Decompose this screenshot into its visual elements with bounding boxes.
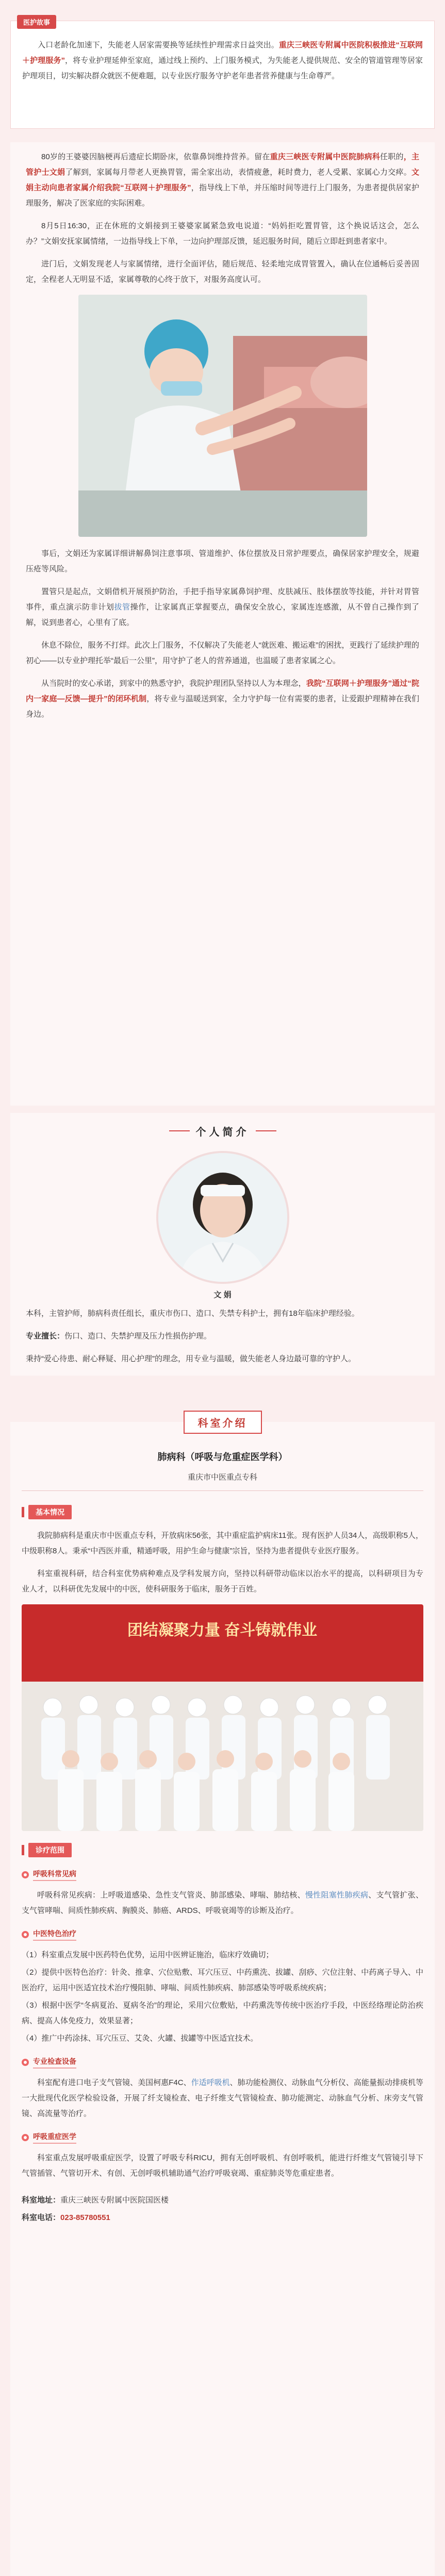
profile-title: 个人简介: [195, 1126, 250, 1138]
story-paragraph-4: 事后，文娟还为家属详细讲解鼻饲注意事项、管道维护、体位摆放及日常护理要点，确保居家护理安全，规避压疮等风险。: [26, 549, 419, 573]
intro-tag: 医护故事: [17, 15, 56, 29]
profile-specialty: 专业擅长：伤口、造口、失禁护理及压力性损伤护理。: [26, 1332, 212, 1341]
list-item: （2）提供中医特色治疗：针灸、推拿、穴位贴敷、耳穴压豆、中药熏洗、拔罐、刮痧、穴位注射、中药离子导入、中医治疗，运用中医适宜技术治疗慢阻肺、哮喘、间质性肺疾病、肺部感染等呼吸系统疾病；: [22, 1968, 423, 1992]
dept-phone[interactable]: 科室电话：023-85780551: [22, 2213, 110, 2222]
divider-right: [256, 1130, 276, 1131]
list-item: （4）推广中药涂抹、耳穴压豆、艾灸、火罐、拔罐等中医适宜技术。: [22, 2034, 258, 2043]
story-paragraph-7: 从当院时的安心承诺，到家中的熟悉守护，我院护理团队坚持以人为本理念，我院“互联网＋护理服务”通过“院内一家庭—反馈—提升”的闭环机制，将专业与温暖送到家，全力守护每一位有需要的患者，让爱跟护理精神在我们身边。: [26, 679, 419, 719]
story-paragraph-2: 8月5日16:30，正在休班的文娟接到王婆婆家属紧急致电说道：“妈妈拒吃置胃管，这个换说话这会，怎么办？”文娟安抚家属情绪，一边指导线上下单，一边向护理部反馈，延迟服务时间，随后立即赶到患者家中。: [26, 222, 419, 246]
profile-motto: 秉持“爱心待患、耐心释疑、用心护理”的理念，用专业与温暖，做失能老人身边最可靠的守护人。: [26, 1354, 356, 1363]
banner-text: 团结凝聚力量 奋斗铸就伟业: [127, 1622, 318, 1639]
dept-section-title: 科室介绍: [184, 1411, 262, 1434]
equipment-paragraph: 科室配有进口电子支气管镜、美国柯惠F4C、作适呼吸机、肺功能检测仪、动脉血气分析仪、高能量振动排痰机等一大批现代化医学检验设备，开展了纤支镜检查、电子纤维支气管镜检查、肺功能测定、动脉血气分析、床旁支气管镜、高流量等治疗。: [22, 2078, 423, 2118]
intro-paragraph: 入口老龄化加速下，失能老人居家需要换等延续性护理需求日益突出。重庆三峡医专附属中医院积极推进“互联网＋护理服务”，将专业护理延伸至家庭，通过线上预约、上门服务模式，为失能老人提供规范、安全的管道管理等居家护理项目，切实解决群众就医不便难题，以专业医疗服务守护老年患者营养健康与生命尊严。: [22, 41, 423, 80]
tag-bar: [22, 1507, 24, 1517]
icu-paragraph: 科室重点发展呼吸重症医学，设置了呼吸专科RICU，拥有无创呼吸机、有创呼吸机，能进行纤维支气管镜引导下气管插管、气管切开术、有创、无创呼吸机辅助通气治疗呼吸衰竭、重症肺炎等危重症患者。: [22, 2154, 423, 2178]
team-photo: [22, 1604, 423, 1831]
dept-section-title-row: [22, 1408, 423, 1436]
basic-info-paragraph-1: 我院肺病科是重庆市中医重点专科，开放病床56张，其中重症监护病床11张。现有医护人员34人，高级职称5人，中级职称8人。秉承“中西医并重，精通呼吸，用护生命与健康”宗旨，坚持为患者提供专业医疗服务。: [22, 1531, 423, 1555]
dept-level: 重庆市中医重点专科: [22, 1471, 423, 1491]
story-paragraph-3: 进门后，文娟发现老人与家属情绪，进行全面评估，随后规范、轻柔地完成胃管置入，确认在位通畅后妥善固定，全程老人无明显不适，家属尊敬的心终于放下，对服务高度认可。: [26, 260, 419, 284]
subsection-tcm: [22, 1927, 423, 1942]
bullet-icon: [22, 2059, 29, 2066]
profile-name: 文 娟: [213, 1291, 232, 1299]
list-item: （3）根据中医学“冬病夏治、夏病冬治”的理论，采用穴位敷贴，中药熏洗等传统中医治疗手段，中医经络理论防治疾病、提高人体免疫力，效果显著；: [22, 2001, 423, 2025]
divider-left: [169, 1130, 190, 1131]
department-section: [10, 1417, 435, 2576]
nurse-portrait: [158, 1153, 287, 1282]
dept-name: 肺病科（呼吸与危重症医学科）: [157, 1452, 288, 1462]
story-paragraph-6: 休息不除位，服务不打烊。此次上门服务，不仅解决了失能老人“就医难、搬运难”的困扰，更践行了延续护理的初心——以专业护理托举“最后一公里”，用守护了老人的营养通道，也温暖了患者家属之心。: [26, 641, 419, 665]
basic-info-tag: 基本情况: [28, 1505, 72, 1519]
profile-title-row: [26, 1118, 419, 1144]
nurse-care-illustration: [78, 295, 367, 537]
dept-contact: [22, 2192, 423, 2227]
scope-paragraph: 呼吸科常见疾病：上呼吸道感染、急性支气管炎、肺部感染、哮喘、肺结核、慢性阻塞性肺疾病、支气管扩张、支气管哮喘、间质性肺疾病、胸膜炎、肺癌、ARDS、呼吸衰竭等的诊断及治疗。: [22, 1891, 423, 1915]
bullet-icon: [22, 1871, 29, 1878]
profile-avatar: [156, 1151, 289, 1284]
story-section: [10, 142, 435, 1106]
subsection-label: 中医特色治疗: [33, 1928, 76, 1941]
basic-info-header: [22, 1503, 423, 1521]
subsection-label: 呼吸科常见病: [33, 1869, 76, 1881]
bullet-icon: [22, 2134, 29, 2141]
nurse-care-photo: [78, 295, 367, 537]
subsection-label: 呼吸重症医学: [33, 2131, 76, 2144]
intro-card: [10, 21, 435, 129]
profile-section: [10, 1113, 435, 1376]
story-paragraph-5: 置管只是起点，文娟借机开展预护防治，手把手指导家属鼻饲护理、皮肤减压、肢体摆放等技能，并针对胃管事件，重点演示防非计划拔管操作，让家属真正掌握要点，确保安全放心，家属连连感激，从不曾自己操作到了解，说到患者心，心里有了底。: [26, 587, 419, 627]
subsection-equipment: [22, 2055, 423, 2070]
scope-header: [22, 1841, 423, 1859]
story-paragraph-1: 80岁的王婆婆因脑梗再后遗症长期卧床，依靠鼻饲维持营养。留在重庆三峡医专附属中医院肺病科任职的，主管护士文娟了解到，家属每月带老人更换胃管，需全家出动，表情疲惫，耗时费力，老人受累、家属心力交瘁。文娟主动向患者家属介绍我院“互联网＋护理服务”，指导线上下单，并压缩时间等进行上门服务，为患者提供居家护理服务，解决了医家庭的实际困难。: [26, 152, 419, 208]
scope-tag: 诊疗范围: [28, 1843, 72, 1857]
subsection-icu: [22, 2130, 423, 2145]
dept-address: 科室地址：重庆三峡医专附属中医院国医楼: [22, 2196, 169, 2205]
tcm-list: [22, 1947, 423, 2046]
list-item: （1）科室重点发展中医药特色优势，运用中医辨证施治，临床疗效确切；: [22, 1951, 274, 1959]
team-photo-illustration: [22, 1604, 423, 1831]
subsection-common-diseases: [22, 1867, 423, 1883]
profile-bio: 本科，主管护师，肺病科责任组长，重庆市伤口、造口、失禁专科护士，拥有18年临床护理经验。: [26, 1309, 359, 1318]
subsection-label: 专业检查设备: [33, 2056, 76, 2069]
basic-info-paragraph-2: 科室重视科研，结合科室优势病种难点及学科发展方向，坚持以科研带动临床以治水平的提高，以科研项目为专业人才，以科研优先发展中的中医，使科研服务于临床，服务于百姓。: [22, 1569, 423, 1594]
bullet-icon: [22, 1931, 29, 1938]
tag-bar: [22, 1845, 24, 1855]
